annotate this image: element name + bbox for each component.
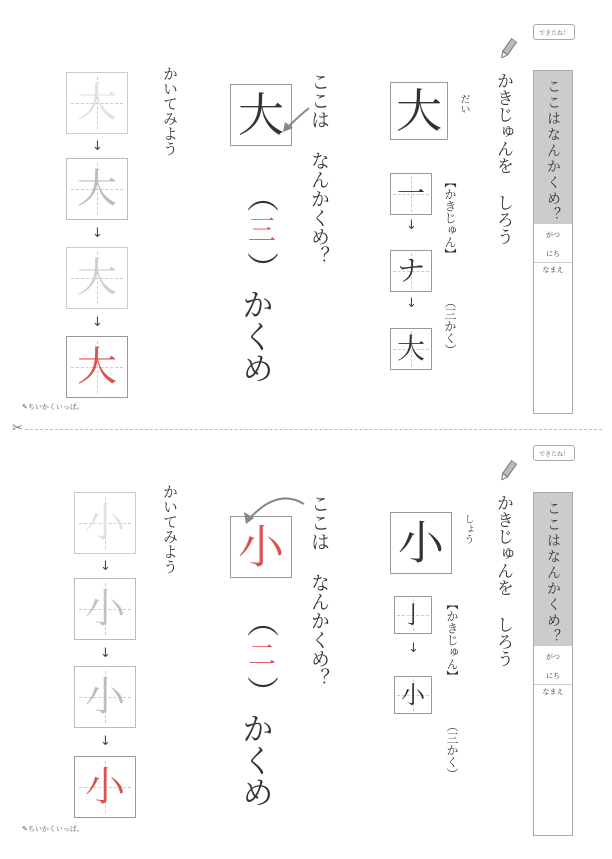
name-label: なまえ (534, 262, 572, 277)
title-box: ここはなんかくめ？ (534, 71, 572, 223)
main-kanji: 大 (396, 84, 442, 138)
done-badge: できたね！ (533, 445, 575, 461)
name-card (533, 70, 573, 414)
practice-box-4[interactable]: 小 (74, 756, 136, 818)
kanji-reading: しょう (462, 514, 473, 544)
answer-value: 二 (244, 640, 277, 668)
stroke-step-2: 小 (394, 676, 432, 714)
stroke-step-3: 大 (390, 328, 432, 370)
cut-line (25, 429, 602, 430)
arrow-down-icon: ↓ (100, 646, 111, 661)
practice-label: かいてみよう (161, 66, 179, 156)
date-day-label: にち (546, 250, 560, 258)
logo: ✎ちいかくいっぱ。 (22, 403, 84, 411)
answer-open-paren: （ (242, 180, 280, 212)
practice-box-2[interactable]: 大 (66, 158, 128, 220)
arrow-down-icon: ↓ (92, 226, 103, 241)
done-badge: できたね！ (533, 24, 575, 40)
practice-box-4[interactable]: 大 (66, 336, 128, 398)
question-kanji: 小 (238, 520, 284, 574)
curved-arrow-icon (281, 106, 311, 134)
arrow-down-icon: ↓ (100, 734, 111, 749)
question-text: ここは なんかくめ？ (308, 494, 330, 687)
name-card (533, 492, 573, 836)
stroke-step-1: 一 (390, 173, 432, 215)
practice-label: かいてみよう (161, 484, 179, 574)
stroke-order-label: 【かきじゅん】 (445, 598, 459, 682)
pencil-icon (498, 459, 519, 483)
arrow-down-icon: ↓ (406, 218, 417, 233)
arrow-down-icon: ↓ (408, 641, 419, 656)
question-kanji-box (230, 516, 292, 578)
title-box: ここはなんかくめ？ (534, 493, 572, 645)
answer-close-paren: ） (242, 676, 280, 708)
stroke-step-1: 亅 (394, 596, 432, 634)
date-day-label: にち (546, 672, 560, 680)
question-kanji: 大 (238, 88, 284, 142)
instruction-text: かきじゅんを しろう (493, 494, 513, 667)
name-label: なまえ (534, 684, 572, 699)
practice-box-1[interactable]: 小 (74, 492, 136, 554)
main-kanji-box (390, 512, 452, 574)
pencil-icon: ✎ (22, 825, 28, 833)
date-month-label: がつ (534, 223, 572, 246)
main-kanji-box (390, 82, 448, 140)
pencil-icon: ✎ (22, 403, 28, 411)
arrow-down-icon: ↓ (406, 296, 417, 311)
practice-box-3[interactable]: 大 (66, 247, 128, 309)
practice-box-2[interactable]: 小 (74, 578, 136, 640)
stroke-count-label: （三かく） (445, 720, 459, 780)
date-month-label: がつ (534, 645, 572, 668)
answer-suffix: かくめ (237, 712, 275, 808)
stroke-count-label: （三かく） (443, 296, 457, 356)
answer-open-paren: （ (242, 605, 280, 637)
pencil-icon (498, 37, 519, 61)
kanji-reading: だい (458, 94, 469, 114)
answer-value: 三 (244, 215, 277, 243)
arrow-down-icon: ↓ (92, 139, 103, 154)
practice-box-1[interactable]: 大 (66, 72, 128, 134)
question-text: ここは なんかくめ？ (308, 72, 330, 265)
answer-suffix: かくめ (237, 288, 275, 384)
scissors-icon: ✂ (12, 421, 23, 436)
arrow-down-icon: ↓ (92, 315, 103, 330)
main-kanji: 小 (398, 516, 444, 570)
stroke-order-label: 【かきじゅん】 (443, 176, 457, 260)
instruction-text: かきじゅんを しろう (493, 72, 513, 245)
logo: ✎ちいかくいっぱ。 (22, 825, 84, 833)
practice-box-3[interactable]: 小 (74, 666, 136, 728)
stroke-step-2: ナ (390, 250, 432, 292)
answer-close-paren: ） (242, 252, 280, 284)
question-kanji-box (230, 84, 292, 146)
arrow-down-icon: ↓ (100, 559, 111, 574)
